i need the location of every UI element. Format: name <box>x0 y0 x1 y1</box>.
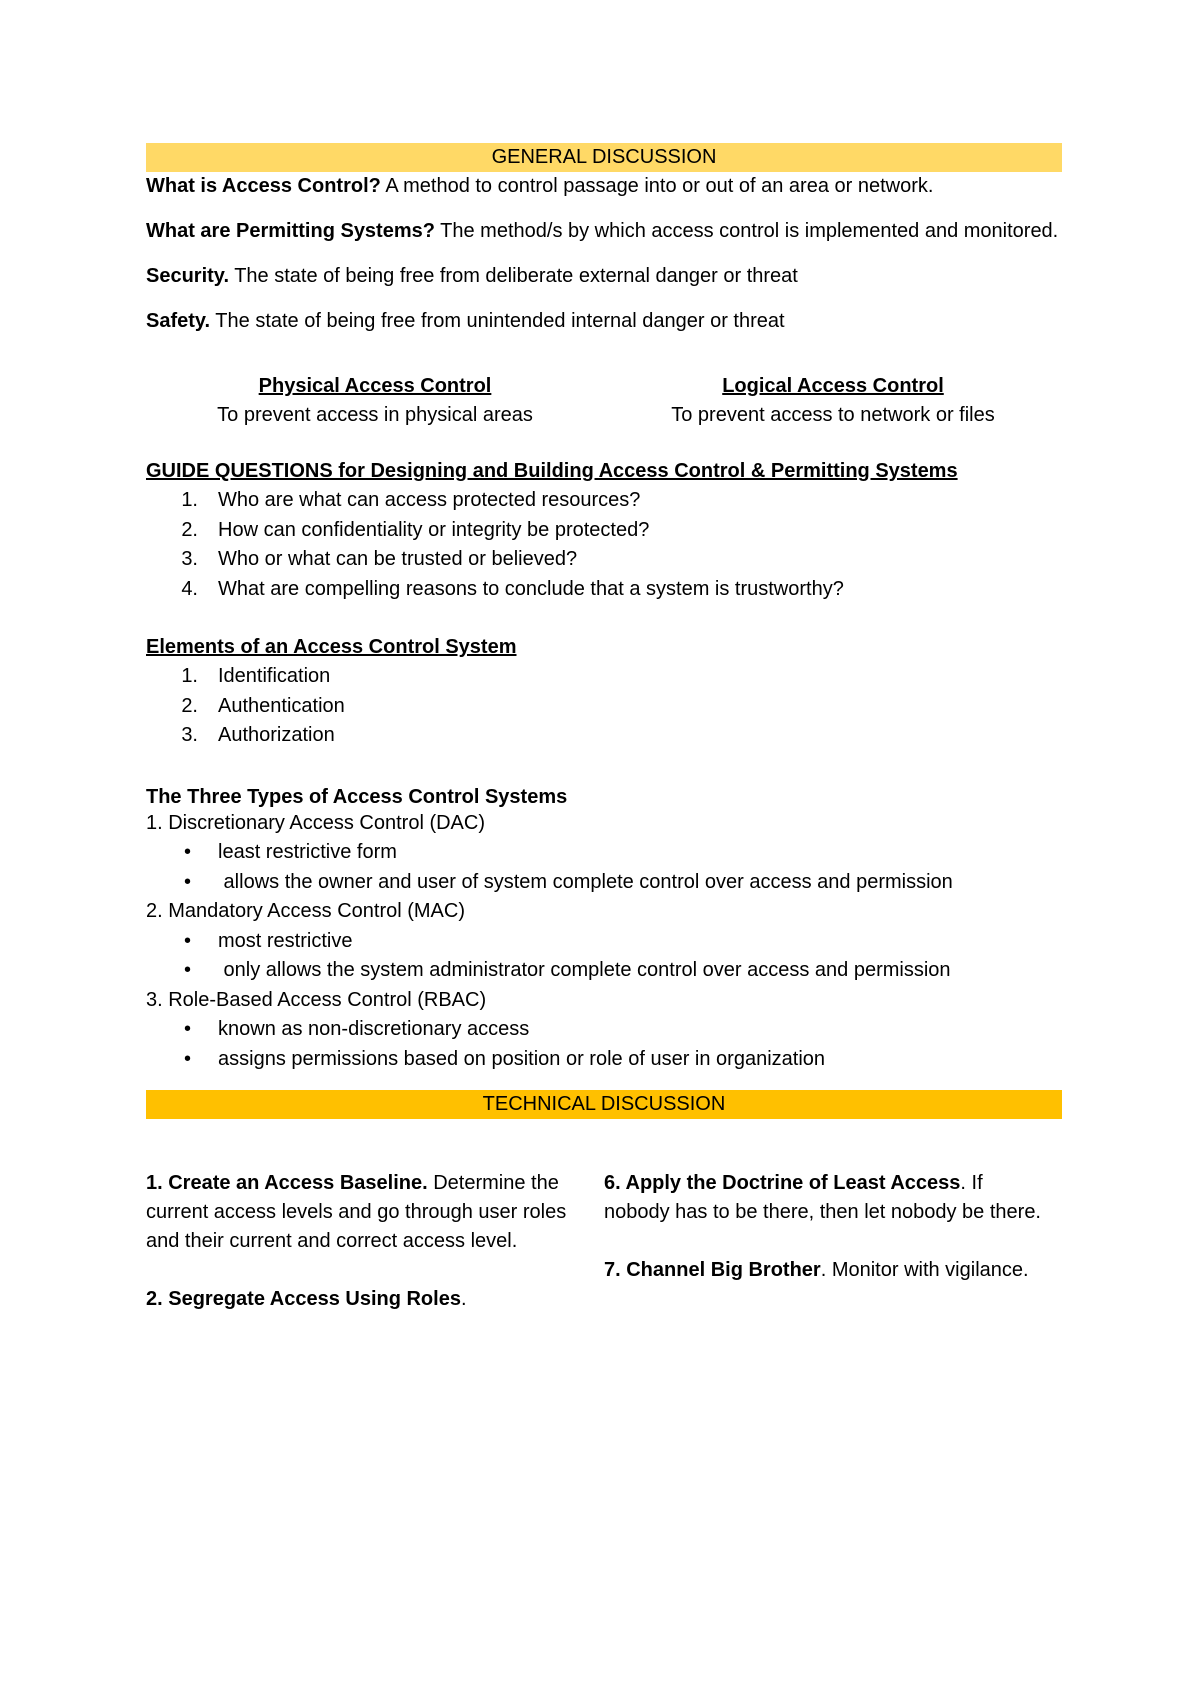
tech-item-6 <box>604 1169 1042 1227</box>
bullet-glyph: • <box>184 1018 192 1040</box>
access-control-comparison <box>146 372 1062 430</box>
definition-access-control <box>146 172 1062 201</box>
definition-text: The method/s by which access control is implemented and monitored. <box>434 220 1059 242</box>
definition-permitting-systems <box>146 217 1062 246</box>
list-number: 3. <box>181 548 198 570</box>
definition-text: The state of being free from unintended internal danger or threat <box>210 310 785 332</box>
logical-access-title: Logical Access Control <box>722 375 944 397</box>
list-text: Who are what can access protected resources? <box>218 489 641 511</box>
list-text: Authentication <box>218 694 345 717</box>
definition-term: Safety. <box>146 310 211 332</box>
type-dac-head: 1. Discretionary Access Control (DAC) <box>146 811 485 834</box>
bullet-glyph: • <box>184 870 192 893</box>
list-text: most restrictive <box>218 929 353 952</box>
list-text: What are compelling reasons to conclude that a system is trustworthy? <box>218 577 844 600</box>
logical-access-desc: To prevent access to network or files <box>671 404 995 426</box>
list-number: 1. <box>181 489 198 511</box>
bullet-glyph: • <box>184 1047 192 1070</box>
list-item <box>146 927 1062 957</box>
type-rbac-bullets <box>146 1015 1062 1074</box>
list-text: allows the owner and user of system complete control over access and permission <box>218 870 953 893</box>
tech-item-text: . <box>460 1288 467 1310</box>
tech-item-text: . Monitor with vigilance. <box>820 1259 1029 1281</box>
tech-item-term: 2. Segregate Access Using Roles <box>146 1288 461 1310</box>
technical-right-column <box>604 1169 1062 1343</box>
list-item <box>146 486 1062 516</box>
list-item <box>146 662 1062 692</box>
list-number: 1. <box>181 665 198 687</box>
document-page <box>146 143 1062 1343</box>
tech-item-text: . If nobody has to be there, then let nobody be there. <box>604 1172 1041 1223</box>
tech-item-7 <box>604 1256 1042 1285</box>
tech-item-term: 1. Create an Access Baseline. <box>146 1172 428 1194</box>
bullet-glyph: • <box>184 959 192 981</box>
list-number: 2. <box>181 518 198 541</box>
tech-item-1 <box>146 1169 584 1256</box>
list-text: How can confidentiality or integrity be protected? <box>218 518 650 541</box>
bullet-glyph: • <box>184 929 192 952</box>
type-dac-bullets <box>146 838 1062 897</box>
list-item <box>146 1045 1062 1075</box>
physical-access-column <box>146 372 604 430</box>
list-item <box>146 545 1062 575</box>
technical-left-column <box>146 1169 604 1343</box>
definition-term: What is Access Control? <box>146 175 381 197</box>
type-mac-bullets <box>146 927 1062 986</box>
list-item <box>146 1015 1062 1045</box>
list-number: 3. <box>181 724 198 746</box>
list-number: 2. <box>181 694 198 717</box>
definition-text: A method to control passage into or out of an area or network. <box>380 175 934 197</box>
technical-columns <box>146 1169 1062 1343</box>
elements-list <box>146 662 1062 751</box>
tech-item-2 <box>146 1285 584 1314</box>
bullet-glyph: • <box>184 841 192 863</box>
list-item <box>146 516 1062 546</box>
list-text: Authorization <box>218 724 335 746</box>
tech-item-text: Determine the current access levels and go through user roles and their current and correct access level. <box>146 1172 567 1252</box>
guide-questions-title: GUIDE QUESTIONS for Designing and Building Access Control & Permitting Systems <box>146 460 958 482</box>
list-text: known as non-discretionary access <box>218 1018 530 1040</box>
list-text: Who or what can be trusted or believed? <box>218 548 578 570</box>
list-item <box>146 838 1062 868</box>
list-text: only allows the system administrator complete control over access and permission <box>218 959 951 981</box>
list-text: least restrictive form <box>218 841 397 863</box>
tech-item-term: 7. Channel Big Brother <box>604 1259 821 1281</box>
list-number: 4. <box>181 577 198 600</box>
elements-title: Elements of an Access Control System <box>146 636 517 658</box>
list-item <box>146 956 1062 986</box>
types-title <box>146 786 1062 809</box>
physical-access-desc: To prevent access in physical areas <box>217 404 533 426</box>
type-mac-head: 2. Mandatory Access Control (MAC) <box>146 900 465 922</box>
guide-questions-list <box>146 486 1062 604</box>
list-item <box>146 575 1062 605</box>
list-item <box>146 721 1062 751</box>
list-item <box>146 692 1062 722</box>
definition-text: The state of being free from deliberate external danger or threat <box>229 265 798 287</box>
logical-access-column <box>604 372 1062 430</box>
type-rbac-head: 3. Role-Based Access Control (RBAC) <box>146 988 487 1011</box>
definition-term: What are Permitting Systems? <box>146 220 435 242</box>
list-text: assigns permissions based on position or role of user in organization <box>218 1047 826 1070</box>
list-text: Identification <box>218 665 331 687</box>
tech-item-term: 6. Apply the Doctrine of Least Access <box>604 1172 961 1194</box>
technical-discussion-header: TECHNICAL DISCUSSION <box>146 1090 1062 1119</box>
list-item <box>146 868 1062 898</box>
types-title-text: The Three Types of Access Control Systems <box>146 785 568 808</box>
definition-security <box>146 262 1062 291</box>
general-discussion-header: GENERAL DISCUSSION <box>146 143 1062 172</box>
physical-access-title: Physical Access Control <box>258 375 492 397</box>
definition-term: Security. <box>146 265 229 287</box>
definition-safety <box>146 307 1062 336</box>
